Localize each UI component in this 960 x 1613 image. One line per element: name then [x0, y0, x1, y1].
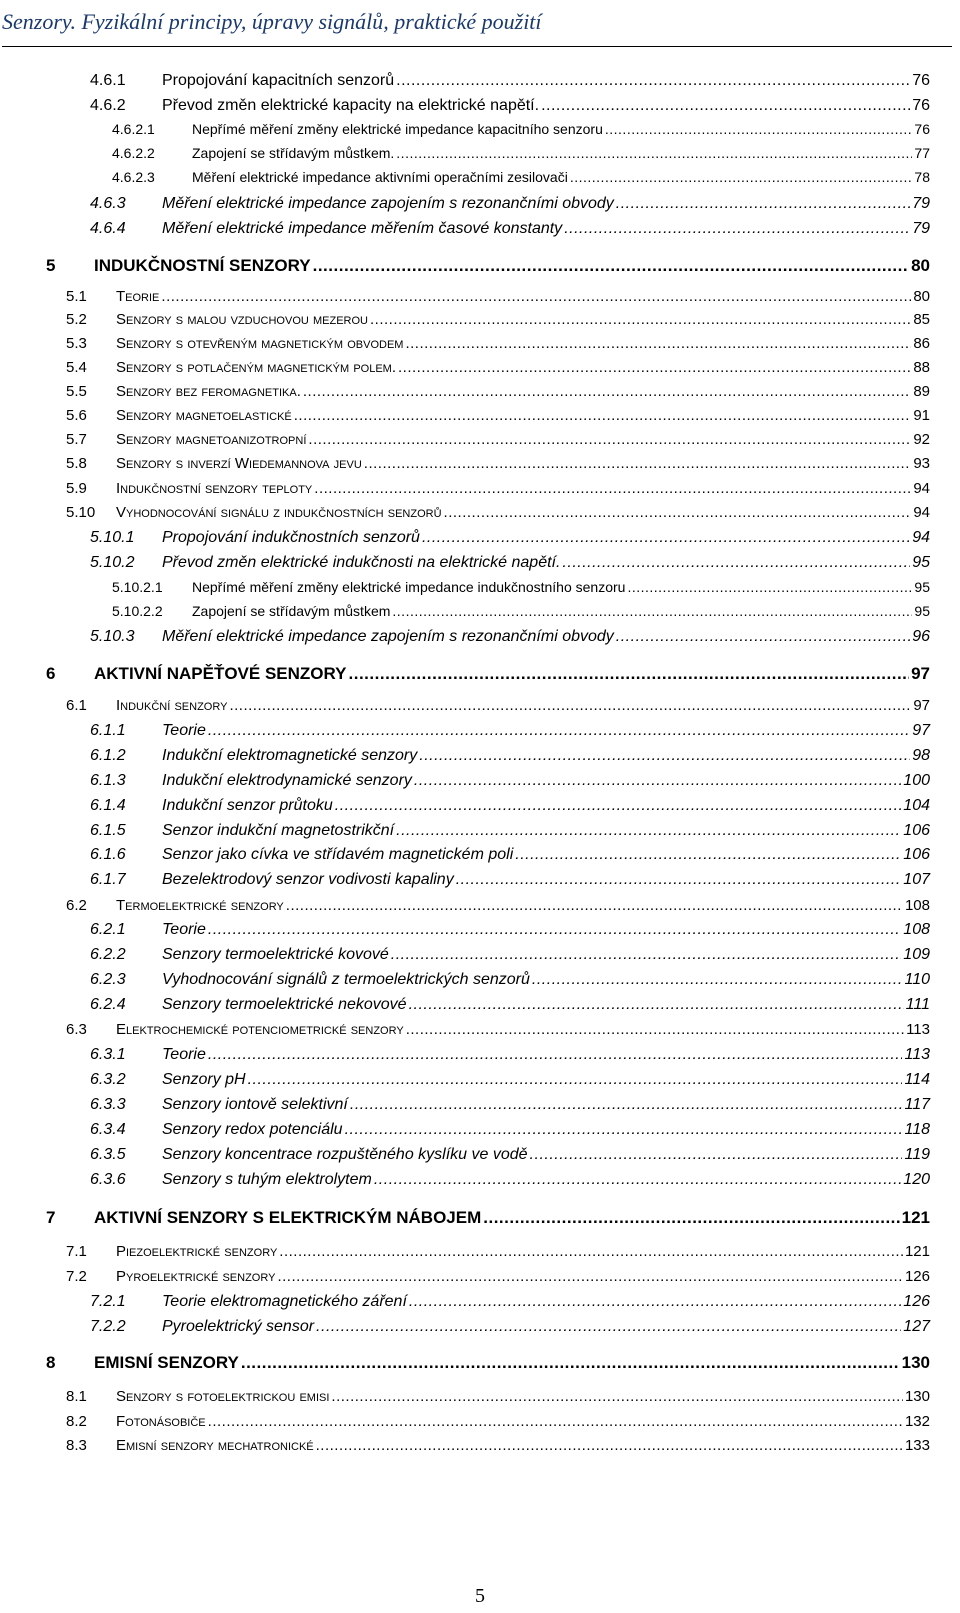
toc-entry-page: 95 [914, 603, 930, 619]
toc-entry-title: AKTIVNÍ NAPĚŤOVÉ SENZORY [94, 664, 347, 683]
toc-entry-number: 8 [46, 1353, 56, 1372]
toc-dot-leader [316, 1318, 901, 1336]
toc-entry-number: 6.3.4 [90, 1121, 126, 1138]
toc-entry-page: 110 [904, 971, 930, 988]
toc-entry-page: 109 [903, 946, 930, 963]
toc-dot-leader [370, 311, 911, 328]
toc-entry[interactable] [90, 1071, 930, 1089]
toc-entry-title: Senzor indukční magnetostrikční [162, 822, 395, 839]
toc-entry-page: 94 [913, 480, 930, 497]
toc-entry-page: 118 [904, 1121, 930, 1138]
toc-entry[interactable] [66, 1268, 930, 1285]
toc-dot-leader [456, 871, 902, 889]
toc-entry[interactable] [90, 747, 930, 765]
toc-entry-title: Teorie [162, 921, 206, 938]
toc-entry-number: 6.1.4 [90, 797, 126, 814]
toc-entry-title: Senzory redox potenciálu [162, 1121, 343, 1138]
toc-entry-number: 7.2.2 [90, 1318, 126, 1335]
toc-entry-title: Senzory termoelektrické nekovové [162, 996, 407, 1013]
toc-entry-title: Nepřímé měření změny elektrické impedance kapacitního senzoru [192, 121, 603, 137]
toc-entry-page: 79 [912, 195, 930, 212]
toc-dot-leader [314, 480, 911, 497]
toc-dot-leader [308, 431, 911, 448]
toc-entry-number: 5.5 [66, 383, 87, 400]
toc-entry-number: 5.10.1 [90, 529, 135, 546]
toc-entry[interactable] [66, 1021, 930, 1038]
toc-entry-title: Měření elektrické impedance zapojením s rezonančními obvody [162, 195, 614, 212]
toc-entry-page: 97 [912, 722, 930, 739]
toc-dot-leader [374, 1171, 901, 1189]
toc-entry-title: Bezelektrodový senzor vodivosti kapaliny [162, 871, 454, 888]
toc-entry-page: 121 [904, 1243, 930, 1260]
toc-entry-number: 5.4 [66, 359, 87, 376]
toc-entry-title: Teorie elektromagnetického záření [162, 1293, 407, 1310]
toc-entry-title: Pyroelektrické senzory [116, 1268, 276, 1285]
toc-entry[interactable] [90, 946, 930, 964]
toc-dot-leader [562, 554, 910, 572]
toc-dot-leader [409, 996, 904, 1014]
toc-entry-title: Indukční elektrodynamické senzory [162, 772, 412, 789]
toc-entry-page: 95 [914, 579, 930, 595]
toc-entry-title: EMISNÍ SENZORY [94, 1353, 239, 1372]
toc-dot-leader [515, 846, 901, 864]
toc-entry-title: Senzory s otevřeným magnetickým obvodem [116, 335, 404, 352]
toc-entry-title: Senzory s tuhým elektrolytem [162, 1171, 372, 1188]
toc-dot-leader [398, 359, 911, 376]
toc-entry-title: Termoelektrické senzory [116, 897, 284, 914]
toc-dot-leader [345, 1121, 903, 1139]
toc-entry-title: Měření elektrické impedance měřením časové konstanty [162, 220, 563, 237]
toc-dot-leader [277, 1268, 903, 1285]
toc-dot-leader [279, 1243, 903, 1260]
toc-dot-leader [419, 747, 910, 765]
toc-entry-title: Převod změn elektrické indukčnosti na elektrické napětí. [162, 554, 561, 571]
toc-entry-title: INDUKČNOSTNÍ SENZORY [94, 256, 311, 275]
toc-entry[interactable] [90, 996, 930, 1014]
toc-entry-title: Převod změn elektrické kapacity na elektrické napětí. [162, 97, 540, 114]
toc-dot-leader [208, 1413, 903, 1430]
toc-dot-leader [570, 169, 913, 185]
toc-entry[interactable] [66, 407, 930, 424]
toc-entry[interactable] [90, 72, 930, 90]
toc-entry-title: Senzory pH [162, 1071, 246, 1088]
toc-entry-page: 97 [911, 664, 930, 683]
toc-entry[interactable] [66, 359, 930, 376]
toc-entry-page: 88 [913, 359, 930, 376]
toc-dot-leader [303, 383, 911, 400]
toc-dot-leader [444, 504, 912, 521]
toc-entry-number: 5.9 [66, 480, 87, 497]
toc-dot-leader [405, 335, 911, 352]
toc-dot-leader [294, 407, 912, 424]
toc-entry[interactable] [90, 797, 930, 815]
toc-entry-page: 77 [914, 145, 930, 161]
toc-dot-leader [605, 121, 913, 137]
toc-entry-title: Senzory magnetoelastické [116, 407, 292, 424]
toc-dot-leader [396, 72, 910, 90]
toc-entry[interactable] [90, 1293, 930, 1311]
toc-entry-page: 94 [912, 529, 930, 546]
toc-entry-title: Senzory s fotoelektrickou emisi [116, 1388, 330, 1405]
toc-entry-page: 117 [904, 1096, 930, 1113]
toc-dot-leader [396, 145, 912, 161]
toc-entry-page: 133 [904, 1437, 930, 1454]
toc-entry-number: 7.1 [66, 1243, 87, 1260]
toc-entry-title: Senzory s inverzí Wiedemannova jevu [116, 455, 362, 472]
toc-entry-title: Nepřímé měření změny elektrické impedance indukčnostního senzoru [192, 579, 626, 595]
toc-entry-page: 97 [913, 697, 930, 714]
toc-entry-number: 6.2.3 [90, 971, 126, 988]
toc-entry-number: 5.8 [66, 455, 87, 472]
toc-entry[interactable] [66, 335, 930, 352]
toc-dot-leader [316, 1437, 903, 1454]
toc-entry[interactable] [112, 579, 930, 595]
toc-entry-page: 120 [903, 1171, 930, 1188]
toc-entry[interactable] [90, 846, 930, 864]
toc-entry-page: 107 [903, 871, 930, 888]
toc-entry-number: 5.1 [66, 288, 87, 305]
toc-entry-page: 106 [903, 822, 930, 839]
toc-entry-title: Senzory bez feromagnetika. [116, 383, 301, 400]
toc-entry[interactable] [66, 431, 930, 448]
toc-entry-number: 6.1.1 [90, 722, 126, 739]
toc-entry[interactable] [46, 1208, 930, 1228]
toc-dot-leader [364, 455, 912, 472]
toc-entry-number: 6.2.1 [90, 921, 126, 938]
toc-entry-number: 6.2.2 [90, 946, 126, 963]
toc-entry-title: Senzory magnetoanizotropní [116, 431, 307, 448]
toc-entry[interactable] [90, 195, 930, 213]
toc-entry-title: Indukčnostní senzory teploty [116, 480, 313, 497]
toc-entry[interactable] [46, 256, 930, 276]
toc-dot-leader [396, 822, 901, 840]
toc-entry[interactable] [46, 664, 930, 684]
toc-entry-page: 80 [911, 256, 930, 275]
toc-entry-number: 5.3 [66, 335, 87, 352]
toc-dot-leader [161, 288, 911, 305]
toc-entry-title: Indukční senzory [116, 697, 228, 714]
toc-entry[interactable] [90, 971, 930, 989]
toc-dot-leader [564, 220, 910, 238]
toc-dot-leader [392, 603, 912, 619]
toc-entry-page: 85 [913, 311, 930, 328]
toc-entry-number: 6.1.7 [90, 871, 126, 888]
toc-entry-number: 8.1 [66, 1388, 87, 1405]
toc-entry-number: 6.3.6 [90, 1171, 126, 1188]
toc-dot-leader [286, 897, 903, 914]
toc-entry[interactable] [66, 897, 930, 914]
toc-entry-page: 100 [903, 772, 930, 789]
toc-dot-leader [616, 628, 910, 646]
toc-entry[interactable] [90, 628, 930, 646]
toc-entry[interactable] [90, 1171, 930, 1189]
toc-entry-title: Senzory iontově selektivní [162, 1096, 348, 1113]
toc-entry-title: Teorie [116, 288, 160, 305]
toc-entry-number: 6.1 [66, 697, 87, 714]
toc-entry-title: Indukční senzor průtoku [162, 797, 333, 814]
toc-entry-title: Senzory s potlačeným magnetickým polem. [116, 359, 397, 376]
toc-entry-number: 4.6.4 [90, 220, 126, 237]
toc-entry-title: Vyhodnocování signálu z indukčnostních senzorů [116, 504, 442, 521]
toc-dot-leader [616, 195, 910, 213]
toc-dot-leader [335, 797, 902, 815]
toc-entry-page: 91 [913, 407, 930, 424]
toc-entry-number: 6.1.6 [90, 846, 126, 863]
toc-entry-page: 92 [913, 431, 930, 448]
toc-entry-page: 76 [914, 121, 930, 137]
toc-entry-title: AKTIVNÍ SENZORY S ELEKTRICKÝM NÁBOJEM [94, 1208, 482, 1227]
toc-entry-number: 4.6.3 [90, 195, 126, 212]
toc-entry-page: 104 [903, 797, 930, 814]
toc-entry[interactable] [90, 772, 930, 790]
toc-entry-number: 5.10 [66, 504, 96, 521]
toc-entry-title: Senzory termoelektrické kovové [162, 946, 389, 963]
toc-entry-title: Teorie [162, 1046, 206, 1063]
toc-entry[interactable] [90, 722, 930, 740]
toc-entry-title: Indukční elektromagnetické senzory [162, 747, 418, 764]
toc-entry-page: 111 [905, 996, 930, 1013]
toc-dot-leader [313, 256, 909, 276]
toc-entry-page: 113 [904, 1046, 930, 1063]
toc-entry-title: Senzor jako cívka ve střídavém magnetickém poli [162, 846, 514, 863]
toc-entry-page: 114 [904, 1071, 930, 1088]
toc-entry-number: 6.1.5 [90, 822, 126, 839]
toc-entry-number: 8.3 [66, 1437, 87, 1454]
toc-dot-leader [208, 921, 901, 939]
toc-entry[interactable] [66, 1437, 930, 1454]
toc-entry[interactable] [66, 480, 930, 497]
toc-dot-leader [241, 1353, 900, 1373]
toc-dot-leader [541, 97, 910, 115]
toc-entry[interactable] [112, 603, 930, 619]
toc-entry-page: 132 [904, 1413, 930, 1430]
toc-entry[interactable] [46, 1353, 930, 1373]
toc-entry-page: 121 [901, 1208, 930, 1227]
toc-entry[interactable] [90, 220, 930, 238]
toc-entry-page: 130 [904, 1388, 930, 1405]
toc-entry-title: Senzory s malou vzduchovou mezerou [116, 311, 368, 328]
toc-entry[interactable] [66, 311, 930, 328]
toc-entry-page: 130 [901, 1353, 930, 1372]
toc-dot-leader [331, 1388, 903, 1405]
toc-entry[interactable] [66, 455, 930, 472]
toc-dot-leader [350, 1096, 903, 1114]
toc-dot-leader [409, 1293, 901, 1311]
toc-dot-leader [349, 664, 910, 684]
toc-entry[interactable] [90, 97, 930, 115]
toc-entry[interactable] [112, 169, 930, 185]
toc-entry-number: 4.6.2 [90, 97, 126, 114]
toc-entry-number: 6.1.2 [90, 747, 126, 764]
toc-entry-page: 126 [904, 1268, 930, 1285]
toc-dot-leader [627, 579, 912, 595]
toc-entry-number: 7.2.1 [90, 1293, 126, 1310]
toc-dot-leader [229, 697, 911, 714]
toc-entry[interactable] [66, 288, 930, 305]
toc-entry[interactable] [90, 1146, 930, 1164]
toc-entry-title: Měření elektrické impedance zapojením s rezonančními obvody [162, 628, 614, 645]
toc-entry-title: Fotonásobiče [116, 1413, 206, 1430]
toc-entry[interactable] [90, 529, 930, 547]
toc-entry-page: 76 [912, 72, 930, 89]
toc-entry-page: 89 [913, 383, 930, 400]
toc-entry-number: 6.2.4 [90, 996, 126, 1013]
toc-entry-number: 7.2 [66, 1268, 87, 1285]
toc-entry-title: Propojování kapacitních senzorů [162, 72, 395, 89]
toc-entry-page: 95 [912, 554, 930, 571]
toc-entry-number: 6 [46, 664, 56, 683]
toc-entry-page: 80 [913, 288, 930, 305]
toc-entry-number: 4.6.1 [90, 72, 126, 89]
toc-entry-title: Senzory koncentrace rozpuštěného kyslíku ve vodě [162, 1146, 528, 1163]
toc-entry[interactable] [90, 1318, 930, 1336]
toc-entry[interactable] [66, 383, 930, 400]
toc-entry[interactable] [66, 1413, 930, 1430]
toc-entry[interactable] [66, 697, 930, 714]
toc-entry[interactable] [66, 1243, 930, 1260]
toc-dot-leader [532, 971, 903, 989]
toc-dot-leader [208, 722, 910, 740]
toc-entry-title: Měření elektrické impedance aktivními operačními zesilovači [192, 169, 568, 185]
toc-entry[interactable] [90, 1121, 930, 1139]
toc-dot-leader [208, 1046, 903, 1064]
toc-entry-page: 106 [903, 846, 930, 863]
toc-entry-number: 5 [46, 256, 56, 275]
toc-entry-page: 108 [904, 897, 930, 914]
toc-entry-number: 4.6.2.1 [112, 121, 155, 137]
toc-entry-title: Elektrochemické potenciometrické senzory [116, 1021, 404, 1038]
page-number: 5 [475, 1585, 485, 1607]
toc-entry-number: 5.10.2 [90, 554, 135, 571]
toc-entry-page: 86 [913, 335, 930, 352]
toc-entry-title: Piezoelektrické senzory [116, 1243, 278, 1260]
document-title: Senzory. Fyzikální principy, úpravy signálů, praktické použití [2, 9, 542, 34]
toc-entry-page: 113 [906, 1021, 930, 1038]
toc-entry-number: 5.2 [66, 311, 87, 328]
toc-entry-number: 6.3 [66, 1021, 87, 1038]
toc-entry-number: 5.6 [66, 407, 87, 424]
toc-entry-page: 93 [913, 455, 930, 472]
toc-entry-number: 8.2 [66, 1413, 87, 1430]
toc-dot-leader [406, 1021, 904, 1038]
toc-entry[interactable] [90, 921, 930, 939]
toc-entry-page: 119 [904, 1146, 930, 1163]
toc-entry-title: Propojování indukčnostních senzorů [162, 529, 420, 546]
toc-entry-page: 76 [912, 97, 930, 114]
toc-entry-number: 4.6.2.3 [112, 169, 155, 185]
toc-entry[interactable] [66, 504, 930, 521]
toc-entry[interactable] [112, 145, 930, 161]
toc-entry-page: 96 [912, 628, 930, 645]
toc-entry[interactable] [90, 871, 930, 889]
toc-entry-number: 4.6.2.2 [112, 145, 155, 161]
toc-entry-number: 7 [46, 1208, 56, 1227]
toc-dot-leader [248, 1071, 903, 1089]
toc-entry-title: Teorie [162, 722, 206, 739]
toc-entry-number: 6.3.1 [90, 1046, 126, 1063]
toc-entry[interactable] [90, 1096, 930, 1114]
toc-entry-number: 5.7 [66, 431, 87, 448]
toc-entry-number: 6.3.5 [90, 1146, 126, 1163]
toc-dot-leader [530, 1146, 903, 1164]
toc-entry-number: 6.3.3 [90, 1096, 126, 1113]
toc-entry[interactable] [90, 822, 930, 840]
toc-entry-number: 6.1.3 [90, 772, 126, 789]
toc-entry-page: 78 [914, 169, 930, 185]
toc-dot-leader [483, 1208, 899, 1228]
toc-entry-number: 6.2 [66, 897, 87, 914]
toc-entry-number: 5.10.2.2 [112, 603, 163, 619]
toc-entry-page: 94 [913, 504, 930, 521]
toc-entry-title: Pyroelektrický sensor [162, 1318, 315, 1335]
toc-entry-title: Zapojení se střídavým můstkem [192, 603, 391, 619]
toc-entry-page: 108 [903, 921, 930, 938]
toc-entry-page: 126 [903, 1293, 930, 1310]
toc-entry-page: 127 [903, 1318, 930, 1335]
toc-entry-number: 5.10.2.1 [112, 579, 163, 595]
toc-entry-title: Zapojení se střídavým můstkem. [192, 145, 395, 161]
toc-dot-leader [414, 772, 901, 790]
toc-dot-leader [391, 946, 902, 964]
toc-entry-title: Vyhodnocování signálů z termoelektrických senzorů [162, 971, 530, 988]
toc-entry[interactable] [112, 121, 930, 137]
toc-entry-number: 5.10.3 [90, 628, 135, 645]
toc-entry-title: Emisní senzory mechatronické [116, 1437, 314, 1454]
toc-entry-page: 79 [912, 220, 930, 237]
toc-entry[interactable] [90, 554, 930, 572]
toc-entry[interactable] [90, 1046, 930, 1064]
toc-dot-leader [422, 529, 910, 547]
toc-entry-number: 6.3.2 [90, 1071, 126, 1088]
toc-entry-page: 98 [912, 747, 930, 764]
toc-entry[interactable] [66, 1388, 930, 1405]
